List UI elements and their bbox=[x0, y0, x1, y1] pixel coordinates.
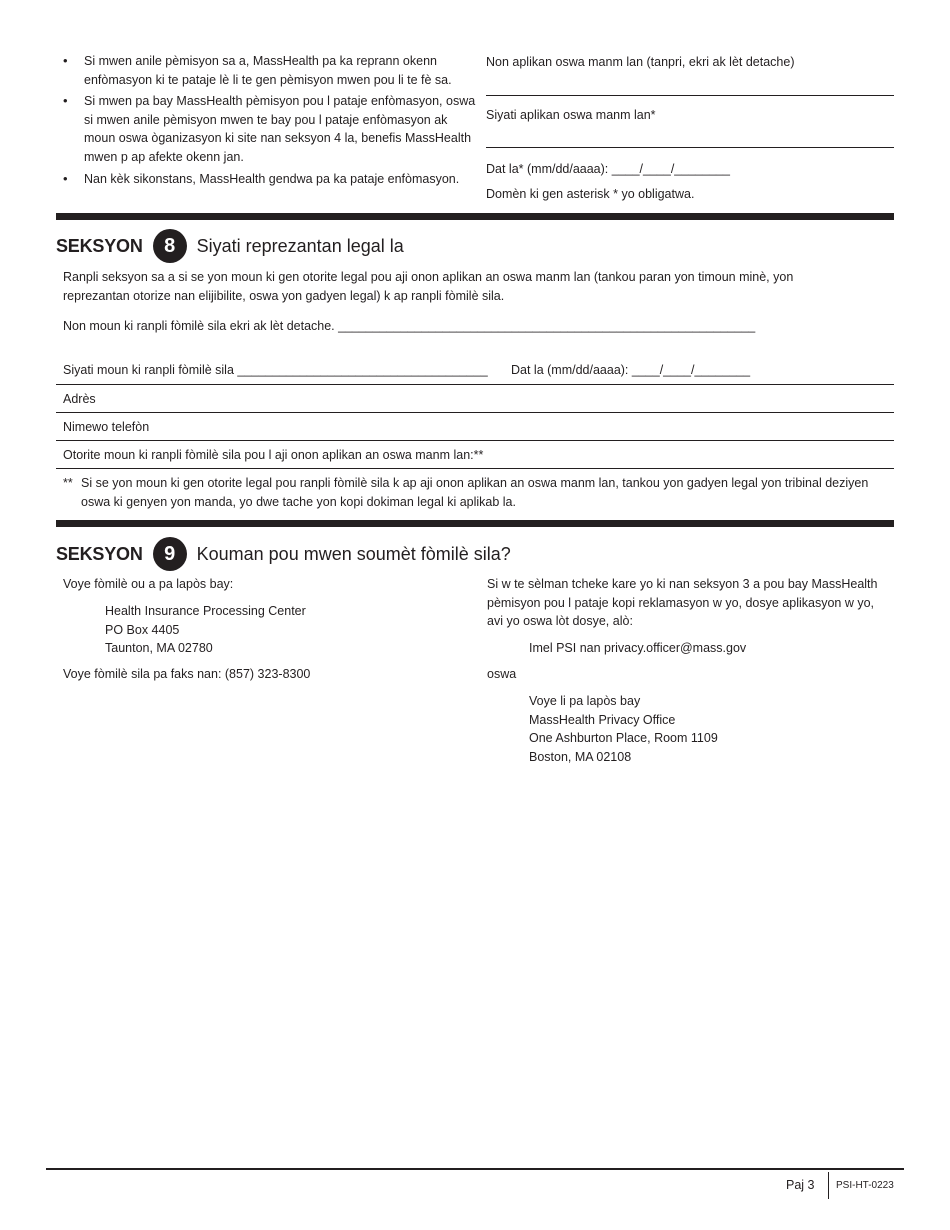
mail-intro: Voye fòmilè ou a pa lapòs bay: bbox=[63, 577, 234, 591]
section-label: SEKSYON bbox=[56, 543, 143, 564]
permission-bullet-list bbox=[60, 52, 480, 191]
bullet-item: • Si mwen pa bay MassHealth pèmisyon pou l pataje enfòmasyon, oswa si mwen anile pèmisyon mwen te bay pou l pataje enfòmasyon ak moun oswa òganizasyon ki site nan seksyon 4 la, benefis MassHealth mwen p ap afekte okenn jan. bbox=[60, 92, 480, 166]
privacy-email-line: Imel PSI nan privacy.officer@mass.gov bbox=[529, 641, 747, 655]
applicant-name-label: Non aplikan oswa manm lan (tanpri, ekri ak lèt detache) bbox=[486, 55, 795, 69]
representative-date-field[interactable]: Dat la (mm/dd/aaaa): ____/____/________ bbox=[511, 363, 751, 377]
phone-field[interactable]: Nimewo telefòn bbox=[63, 420, 150, 434]
address-field[interactable]: Adrès bbox=[63, 392, 96, 406]
applicant-signature-label: Siyati aplikan oswa manm lan* bbox=[486, 108, 656, 122]
required-fields-note: Domèn ki gen asterisk * yo obligatwa. bbox=[486, 187, 695, 201]
representative-name-field[interactable]: Non moun ki ranpli fòmilè sila ekri ak lèt detache. ____________________________________________________________ bbox=[63, 319, 756, 333]
applicant-name-field[interactable] bbox=[486, 95, 894, 96]
or-text: oswa bbox=[487, 667, 517, 681]
footnote-marker: ** bbox=[63, 476, 73, 490]
bullet-item: • Si mwen anile pèmisyon sa a, MassHealth pa ka reprann okenn enfòmasyon ki te pataje lè li te gen pèmisyon mwen pou li te fè sa. bbox=[60, 52, 480, 89]
applicant-signature-field[interactable] bbox=[486, 147, 894, 148]
section-label: SEKSYON bbox=[56, 235, 143, 256]
row-divider bbox=[56, 384, 894, 385]
section-number-badge: 8 bbox=[153, 229, 187, 263]
page-number: Paj 3 bbox=[786, 1178, 815, 1192]
section-divider bbox=[56, 520, 894, 527]
footer-rule bbox=[46, 1168, 904, 1170]
bullet-item: • Nan kèk sikonstans, MassHealth gendwa pa ka pataje enfòmasyon. bbox=[60, 170, 480, 189]
address-line: Voye li pa lapòs bay bbox=[529, 694, 641, 708]
section-title: Siyati reprezantan legal la bbox=[196, 235, 404, 256]
authority-field[interactable]: Otorite moun ki ranpli fòmilè sila pou l aji onon aplikan an oswa manm lan:** bbox=[63, 448, 484, 462]
address-line: Taunton, MA 02780 bbox=[105, 641, 213, 656]
privacy-intro: Si w te sèlman tcheke kare yo ki nan seksyon 3 a pou bay MassHealth pèmisyon pou l pataje kopi reklamasyon w yo, dosye aplikasyon w yo, avi yo oswa lòt dosye, alò: bbox=[487, 577, 878, 629]
legal-authority-footnote: Si se yon moun ki gen otorite legal pou ranpli fòmilè sila k ap aji onon aplikan an oswa manm lan, tankou yon gadyen legal yon tribinal deziyen oswa ki genyen yon manda, yo dwe tache yon kopi dokiman legal ki aplikab la. bbox=[81, 476, 869, 509]
address-line: One Ashburton Place, Room 1109 bbox=[529, 731, 718, 746]
section-8-header bbox=[56, 228, 404, 264]
privacy-address bbox=[529, 692, 718, 766]
form-code: PSI-HT-0223 bbox=[836, 1180, 894, 1191]
address-line: Health Insurance Processing Center bbox=[105, 604, 306, 618]
representative-signature-field[interactable]: Siyati moun ki ranpli fòmilè sila ____________________________________ bbox=[63, 363, 488, 377]
section-8-intro: Ranpli seksyon sa a si se yon moun ki gen otorite legal pou aji onon aplikan an oswa manm lan (tankou paran yon timoun minè, yon reprezantan otorize nan elijibilite, oswa yon gadyen legal) k ap ranpli fòmilè sila. bbox=[63, 270, 794, 303]
section-title: Kouman pou mwen soumèt fòmilè sila? bbox=[196, 543, 511, 564]
fax-line: Voye fòmilè sila pa faks nan: (857) 323-8300 bbox=[63, 667, 311, 681]
address-line: Boston, MA 02108 bbox=[529, 749, 632, 764]
section-9-header bbox=[56, 536, 511, 572]
section-number-badge: 9 bbox=[153, 537, 187, 571]
footer-divider bbox=[828, 1172, 829, 1199]
row-divider bbox=[56, 412, 894, 413]
row-divider bbox=[56, 468, 894, 469]
mailing-address bbox=[105, 602, 306, 658]
address-line: MassHealth Privacy Office bbox=[529, 712, 676, 727]
section-divider bbox=[56, 213, 894, 220]
applicant-date-field[interactable]: Dat la* (mm/dd/aaaa): ____/____/________ bbox=[486, 162, 730, 176]
row-divider bbox=[56, 440, 894, 441]
address-line: PO Box 4405 bbox=[105, 622, 180, 637]
